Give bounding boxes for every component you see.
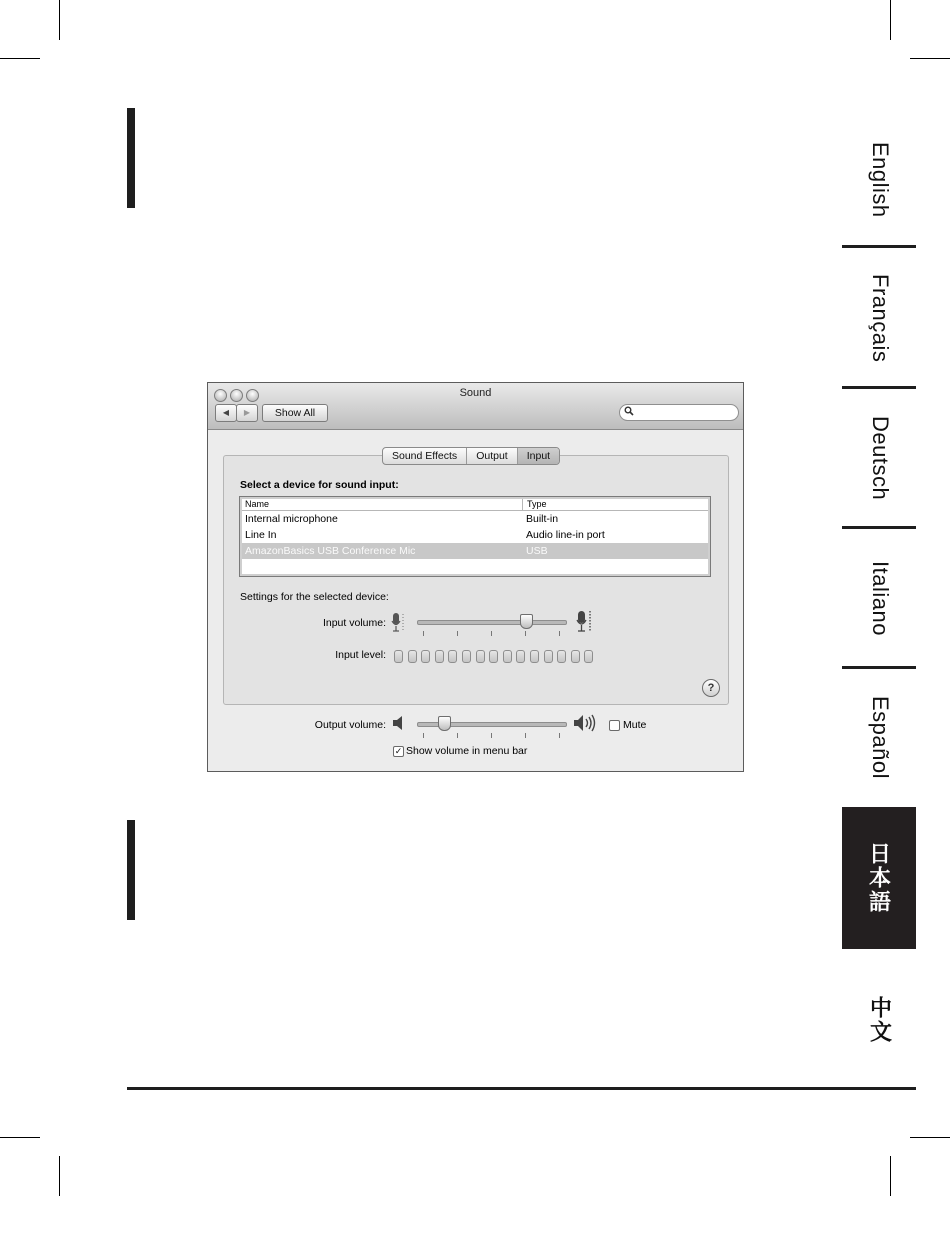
input-level-segment bbox=[462, 650, 471, 663]
lang-label: English bbox=[868, 142, 893, 218]
crop-mark bbox=[0, 1137, 40, 1138]
window-title: Sound bbox=[459, 387, 492, 399]
table-row[interactable] bbox=[242, 543, 708, 559]
device-table bbox=[239, 496, 711, 577]
lang-label: Italiano bbox=[868, 560, 893, 636]
input-level-segment bbox=[530, 650, 539, 663]
device-type: USB bbox=[526, 545, 548, 557]
mute-label: Mute bbox=[623, 719, 647, 731]
lang-label: 日本語 bbox=[866, 842, 892, 914]
search-input[interactable] bbox=[619, 404, 739, 421]
tab-output[interactable]: Output bbox=[467, 448, 518, 464]
forward-arrow-icon: ▶ bbox=[243, 408, 251, 417]
lang-tab-chinese bbox=[840, 975, 920, 1065]
device-type: Built-in bbox=[526, 513, 559, 525]
tab-input[interactable]: Input bbox=[518, 448, 559, 464]
device-name: AmazonBasics USB Conference Mic bbox=[245, 545, 416, 557]
lang-tab-italiano bbox=[840, 538, 920, 658]
section-marker-bottom bbox=[127, 820, 135, 920]
crop-mark bbox=[890, 0, 891, 40]
input-level-segment bbox=[476, 650, 485, 663]
speaker-low-icon bbox=[392, 716, 404, 730]
crop-mark bbox=[59, 1156, 60, 1196]
table-header bbox=[242, 499, 708, 511]
search-icon bbox=[624, 406, 634, 416]
back-button[interactable] bbox=[215, 404, 237, 422]
window-toolbar bbox=[208, 383, 743, 430]
back-arrow-icon: ◀ bbox=[222, 408, 230, 417]
tick bbox=[423, 733, 424, 738]
lang-tab-francais bbox=[840, 258, 920, 378]
device-name: Line In bbox=[245, 529, 277, 541]
crop-mark bbox=[910, 58, 950, 59]
input-level-segment bbox=[489, 650, 498, 663]
help-button[interactable]: ? bbox=[702, 679, 720, 697]
input-level-segment bbox=[448, 650, 457, 663]
divider bbox=[842, 526, 916, 529]
input-level-segment bbox=[503, 650, 512, 663]
tick bbox=[559, 631, 560, 636]
input-level-segment bbox=[584, 650, 593, 663]
input-level-segment bbox=[544, 650, 553, 663]
lang-tab-espanol bbox=[840, 678, 920, 798]
lang-tab-japanese bbox=[842, 807, 916, 949]
tick bbox=[457, 733, 458, 738]
output-volume-knob[interactable] bbox=[438, 716, 451, 731]
forward-button[interactable] bbox=[236, 404, 258, 422]
output-volume-label: Output volume: bbox=[314, 719, 386, 731]
tick bbox=[491, 631, 492, 636]
input-volume-label: Input volume: bbox=[322, 617, 386, 629]
column-header-name[interactable]: Name bbox=[245, 499, 270, 509]
input-level-segment bbox=[394, 650, 403, 663]
crop-mark bbox=[910, 1137, 950, 1138]
tick bbox=[491, 733, 492, 738]
show-volume-label: Show volume in menu bar bbox=[406, 745, 528, 757]
section-marker-top bbox=[127, 108, 135, 208]
tick bbox=[525, 733, 526, 738]
footer-rule bbox=[127, 1087, 916, 1090]
table-row[interactable] bbox=[242, 527, 708, 543]
device-heading: Select a device for sound input: bbox=[240, 479, 399, 491]
input-level-label: Input level: bbox=[335, 649, 386, 661]
lang-tab-english bbox=[840, 120, 920, 240]
input-level-segment bbox=[408, 650, 417, 663]
tick bbox=[559, 733, 560, 738]
input-level-segment bbox=[421, 650, 430, 663]
lang-label: Deutsch bbox=[868, 415, 893, 501]
mute-checkbox[interactable] bbox=[609, 720, 620, 731]
tab-bar bbox=[382, 447, 560, 465]
input-level-segment bbox=[516, 650, 525, 663]
show-all-button[interactable]: Show All bbox=[262, 404, 328, 422]
settings-label: Settings for the selected device: bbox=[240, 591, 389, 603]
crop-mark bbox=[59, 0, 60, 40]
tick bbox=[457, 631, 458, 636]
input-level-segment bbox=[571, 650, 580, 663]
input-level-segment bbox=[557, 650, 566, 663]
column-header-type[interactable]: Type bbox=[527, 499, 547, 509]
divider bbox=[842, 386, 916, 389]
input-level-segment bbox=[435, 650, 444, 663]
device-type: Audio line-in port bbox=[526, 529, 605, 541]
microphone-high-icon bbox=[576, 610, 594, 634]
lang-label: Español bbox=[868, 696, 893, 780]
input-volume-track[interactable] bbox=[417, 620, 567, 625]
speaker-high-icon bbox=[573, 714, 599, 732]
crop-mark bbox=[0, 58, 40, 59]
divider bbox=[842, 245, 916, 248]
tick bbox=[423, 631, 424, 636]
device-name: Internal microphone bbox=[245, 513, 338, 525]
crop-mark bbox=[890, 1156, 891, 1196]
tick bbox=[525, 631, 526, 636]
input-volume-knob[interactable] bbox=[520, 614, 533, 629]
tab-sound-effects[interactable]: Sound Effects bbox=[383, 448, 467, 464]
input-panel bbox=[223, 455, 729, 705]
sound-window bbox=[207, 382, 744, 772]
lang-tab-deutsch bbox=[840, 398, 920, 518]
show-volume-checkbox[interactable]: ✓ bbox=[394, 746, 403, 756]
divider bbox=[842, 666, 916, 669]
table-row[interactable] bbox=[242, 511, 708, 527]
column-divider bbox=[522, 499, 523, 510]
lang-label: Français bbox=[868, 273, 893, 363]
microphone-low-icon bbox=[391, 612, 405, 634]
lang-label: 中文 bbox=[867, 996, 893, 1044]
